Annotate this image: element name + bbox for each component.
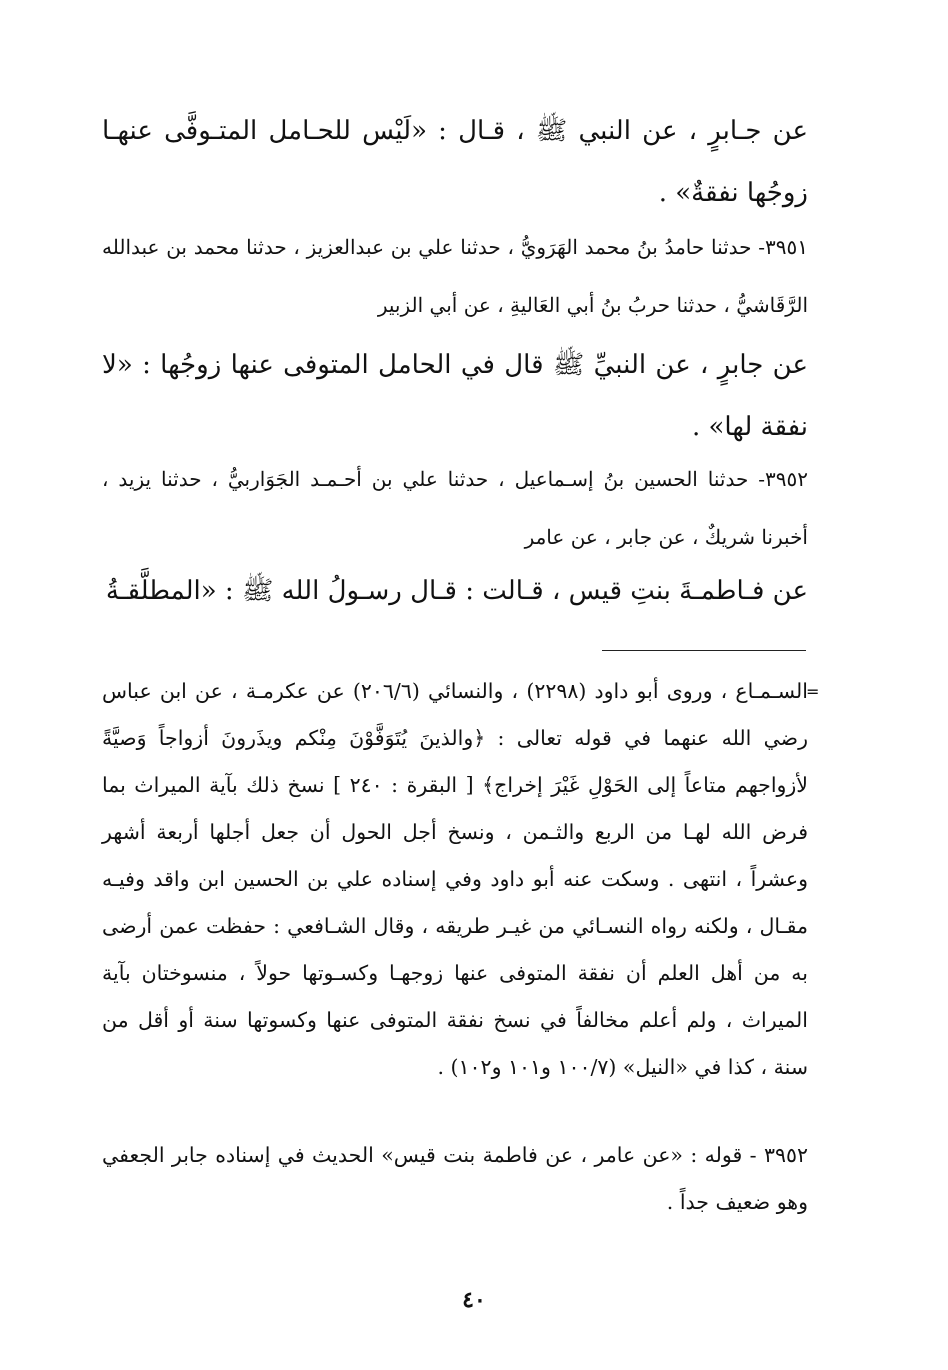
hadith-3950-matn: عن جـابرٍ ، عن النبي ﷺ ، قـال : «لَيْس للحـامل المتـوفَّى عنهـا زوجُها نفقةٌ» . (102, 116, 808, 208)
footnote-continued: السـمـاع ، وروى أبو داود (٢٢٩٨) ، والنسائي (٢٠٦/٦) عن عكرمـة ، عن ابن عباس رضي الله عنهما في قوله تعالى : ﴿والذينَ يُتَوَفَّوْنَ مِنْكم ويذَرونَ أزواجاً وَصيَّةً لأزواجهم متاعاً إلى الحَوْلِ غَيْرَ إخراج﴾ [ البقرة : ٢٤٠ ] نسخ ذلك بآية الميراث بما فرض الله لهـا من الربع والثـمن ، ونسخ أجل الحول أن جعل أجلها أربعة أشهر وعشراً ، انتهى . وسكت عنه أبو داود وفي إسناده علي بن الحسين ابن واقد وفيـه مقـال ، ولكنه رواه النسـائي من غيـر طريقه ، وقال الشـافعي : حفظت عمن أرضى به من أهل العلم أن نفقة المتوفى عنها زوجهـا وكسـوتها حولاً ، منسوختان بآية الميراث ، ولم أعلم مخالفاً في نسخ نفقة المتوفى عنها وكسوتها سنة أو أقل من سنة ، كذا في «النيل» (١٠٠/٧ و١٠١ و١٠٢) . (102, 679, 808, 1079)
hadith-3952-matn: عن فـاطمـةَ بنتِ قيس ، قـالت : قـال رسـولُ الله ﷺ : «المطلَّقـةُ (105, 576, 808, 606)
hadith-3951-isnad: ٣٩٥١- حدثنا حامدُ بنُ محمد الهَرَويُّ ، حدثنا علي بن عبدالعزيز ، حدثنا محمد بن عبدالله الرَّقَاشيُّ ، حدثنا حربُ بنُ أبي العَاليةِ ، عن أبي الزبير (102, 235, 808, 317)
hadith-3951-matn: عن جابرٍ ، عن النبيِّ ﷺ قال في الحامل المتوفى عنها زوجُها : «لا نفقة لها» . (102, 350, 808, 442)
footnote-3952: ٣٩٥٢ - قوله : «عن عامر ، عن فاطمة بنت قيس» الحديث في إسناده جابر الجعفي وهو ضعيف جداً . (102, 1143, 808, 1214)
footnote-continuation-mark: = (806, 682, 820, 701)
footnote-separator (602, 650, 806, 651)
page-number: ٤٠ (462, 1287, 486, 1313)
hadith-3952-isnad: ٣٩٥٢- حدثنا الحسين بنُ إسـماعيل ، حدثنا علي بن أحـمـد الجَوَاربيُّ ، حدثنا يزيد ، أخبرنا شريكٌ ، عن جابر ، عن عامر (102, 467, 808, 549)
